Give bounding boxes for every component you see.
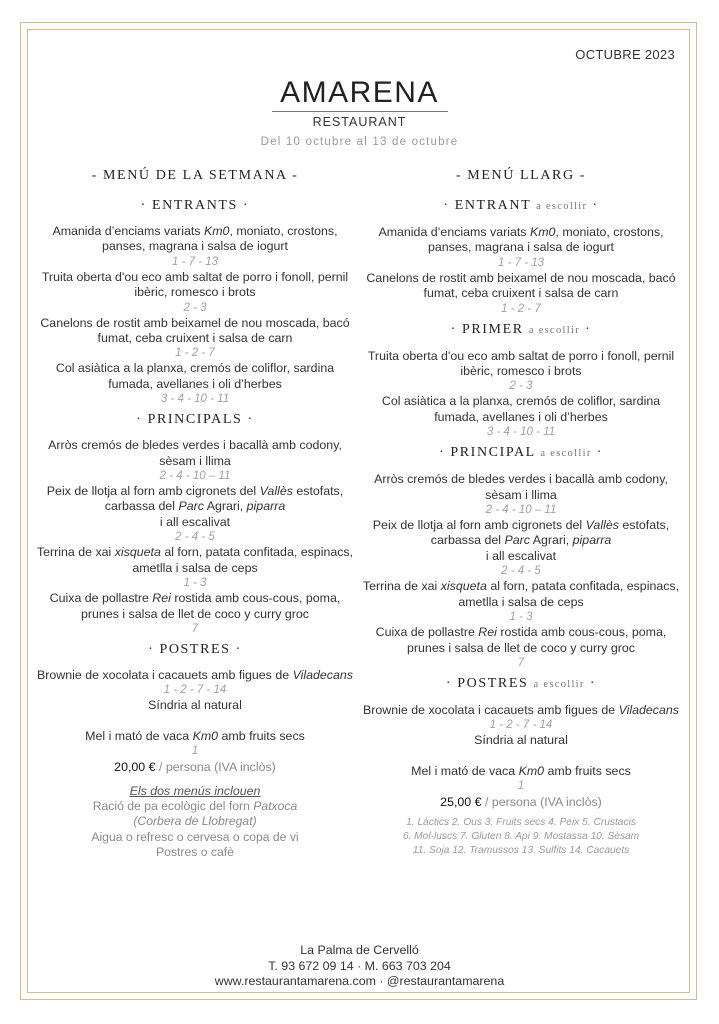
dish-allergens: 1 - 7 - 13: [497, 256, 545, 269]
price-amount: 20,00 €: [114, 760, 156, 775]
dish-allergens: 1 - 3: [183, 577, 207, 590]
dish-name: Brownie de xocolata i cacauets amb figues de Viladecans: [363, 702, 679, 717]
text-line: (Corbera de Llobregat): [133, 814, 257, 829]
dish-name: Col asiàtica a la planxa, cremós de coliflor, sardina fumada, avellanes i oli d’herbes: [381, 394, 661, 424]
principals-list: [34, 438, 356, 637]
dish-name: Amanida d’enciams variats Km0, moniato, crostons, panses, magrana i salsa de iogurt: [52, 224, 338, 254]
dish-name: Amanida d’enciams variats Km0, moniato, crostons, panses, magrana i salsa de iogurt: [378, 225, 664, 255]
section-postres-label: · POSTRES: [445, 675, 529, 691]
primer-list: [362, 349, 680, 441]
dish-allergens: 2 - 4 - 10 – 11: [159, 470, 231, 483]
text-line: 11. Soja 12. Tramussos 13. Sulfits 14. Cacauets: [412, 845, 630, 857]
text-line: Postres o cafè: [156, 844, 234, 859]
dish-spacer: [34, 714, 356, 729]
allergen-legend: [362, 816, 680, 858]
dish-name: Brownie de xocolata i cacauets amb figues de Viladecans: [37, 667, 353, 682]
dish-allergens: 1: [517, 780, 525, 793]
dish-name: Col asiàtica a la planxa, cremós de coliflor, sardina fumada, avellanes i oli d’herbes: [55, 361, 335, 391]
text-line: Aigua o refresc o cervesa o copa de vi: [91, 829, 299, 844]
dish-allergens: 2 - 3: [509, 380, 533, 393]
dish-allergens: 2 - 4 - 5: [501, 565, 541, 578]
dish-allergens: 2 - 4 - 5: [175, 531, 215, 544]
price-note: / persona (IVA inclòs): [481, 795, 602, 810]
choose-label: a escollir: [528, 324, 581, 336]
section-principals-title: · PRINCIPALS ·: [136, 412, 254, 428]
dish-name: Canelons de rostit amb beixamel de nou moscada, bacó fumat, ceba cruixent i salsa de carn: [366, 270, 676, 301]
section-postres-title: [362, 674, 680, 695]
dish-allergens: 1 - 3: [509, 611, 533, 624]
section-entrants-title: · ENTRANTS ·: [140, 198, 250, 213]
dish-allergens: 2 - 4 - 10 – 11: [485, 504, 557, 517]
price-note: / persona (IVA inclòs): [155, 760, 276, 775]
dish-name: Terrina de xai xisqueta al forn, patata confitada, espinacs, ametlla i salsa de ceps: [362, 579, 680, 609]
dish-name: Síndria al natural: [148, 698, 242, 713]
weekly-menu-title: - MENÚ DE LA SETMANA -: [91, 168, 299, 183]
long-menu-title: - MENÚ LLARG -: [455, 168, 587, 183]
includes-list: [34, 799, 356, 860]
long-menu-column: [362, 165, 680, 858]
dish-allergens: 1 - 2 - 7: [501, 302, 541, 315]
weekly-menu-column: [34, 165, 356, 860]
menu-month: OCTUBRE 2023: [575, 47, 675, 62]
dish-allergens: 2 - 3: [183, 301, 207, 314]
section-dot: ·: [589, 675, 597, 691]
section-postres-title: · POSTRES ·: [148, 641, 242, 657]
section-dot: ·: [596, 445, 603, 461]
dish-name: Truita oberta d'ou eco amb saltat de porro i fonoll, pernil ibèric, romesco i brots: [41, 269, 349, 300]
footer-phones: T. 93 672 09 14 · M. 663 703 204: [268, 958, 451, 973]
brand-name: AMARENA: [280, 76, 439, 109]
dish-allergens: 3 - 4 - 10 - 11: [160, 393, 230, 406]
brand-divider: [272, 111, 448, 112]
includes-title: Els dos menús inclouen: [129, 784, 261, 799]
section-dot: ·: [585, 321, 592, 337]
dish-allergens: 7: [191, 622, 199, 635]
dish-allergens: 1 - 2 - 7 - 14: [489, 719, 553, 732]
dish-name: Truita oberta d'ou eco amb saltat de porro i fonoll, pernil ibèric, romesco i brots: [367, 348, 675, 379]
section-entrant-title: [362, 196, 680, 217]
entrant-list: [362, 225, 680, 317]
section-primer-title: [362, 320, 680, 341]
price-amount: 25,00 €: [440, 795, 482, 810]
brand-logo: [0, 76, 719, 130]
dish-name: Peix de llotja al forn amb cigronets del Vallès estofats, carbassa del Parc Agrari, piparra i all escalivat: [46, 484, 344, 529]
section-primer-label: · PRIMER: [450, 321, 524, 337]
postres-list: [362, 703, 680, 794]
postres-list: [34, 668, 356, 759]
principal-list: [362, 472, 680, 671]
dish-allergens: 1 - 2 - 7: [175, 347, 215, 360]
entrants-list: [34, 224, 356, 407]
brand-subtitle: RESTAURANT: [312, 115, 407, 129]
footer-web: www.restaurantamarena.com · @restaurantamarena: [214, 974, 505, 989]
dish-spacer: [362, 749, 680, 764]
dish-name: Mel i mató de vaca Km0 amb fruits secs: [85, 728, 305, 743]
footer: [0, 943, 719, 990]
choose-label: a escollir: [536, 201, 588, 212]
section-principal-label: · PRINCIPAL: [439, 445, 536, 461]
text-line: 6. Mol·luscs 7. Gluten 8. Api 9. Mostassa 10. Sèsam: [402, 831, 640, 843]
long-menu-price: [362, 794, 680, 810]
text-line: 1. Làctics 2. Ous 3. Fruits secs 4. Peix 5. Crustacis: [406, 817, 636, 829]
section-principal-title: [362, 443, 680, 464]
dish-name: Arròs cremós de bledes verdes i bacallà amb codony, sèsam i llima: [48, 438, 342, 468]
dish-allergens: 1 - 7 - 13: [171, 255, 219, 268]
dish-name: Terrina de xai xisqueta al forn, patata confitada, espinacs, ametlla i salsa de ceps: [36, 545, 354, 575]
choose-label: a escollir: [540, 448, 592, 460]
dish-allergens: 1 - 2 - 7 - 14: [163, 684, 227, 697]
dish-allergens: 3 - 4 - 10 - 11: [486, 426, 556, 439]
section-entrant-label: · ENTRANT: [443, 198, 531, 213]
dish-name: Cuixa de pollastre Rei rostida amb cous-cous, poma, prunes i salsa de llet de coco y curry groc: [375, 625, 667, 655]
dish-name: Arròs cremós de bledes verdes i bacallà amb codony, sèsam i llima: [374, 472, 668, 502]
dish-name: Mel i mató de vaca Km0 amb fruits secs: [411, 763, 631, 778]
footer-address: La Palma de Cervelló: [300, 943, 419, 957]
text-line: Ració de pa ecològic del forn Patxoca: [92, 799, 298, 814]
choose-label: a escollir: [533, 678, 585, 690]
dish-name: Canelons de rostit amb beixamel de nou moscada, bacó fumat, ceba cruixent i salsa de carn: [40, 315, 350, 346]
dish-name: Peix de llotja al forn amb cigronets del Vallès estofats, carbassa del Parc Agrari, piparra i all escalivat: [372, 518, 670, 563]
dish-name: Cuixa de pollastre Rei rostida amb cous-cous, poma, prunes i salsa de llet de coco y curry groc: [49, 591, 341, 621]
weekly-menu-price: [34, 759, 356, 775]
dish-name: Síndria al natural: [474, 733, 568, 748]
menu-dates: Del 10 octubre al 13 de octubre: [260, 136, 459, 148]
dish-allergens: 1: [191, 745, 199, 758]
section-dot: ·: [592, 198, 599, 213]
dish-allergens: 7: [517, 656, 525, 669]
